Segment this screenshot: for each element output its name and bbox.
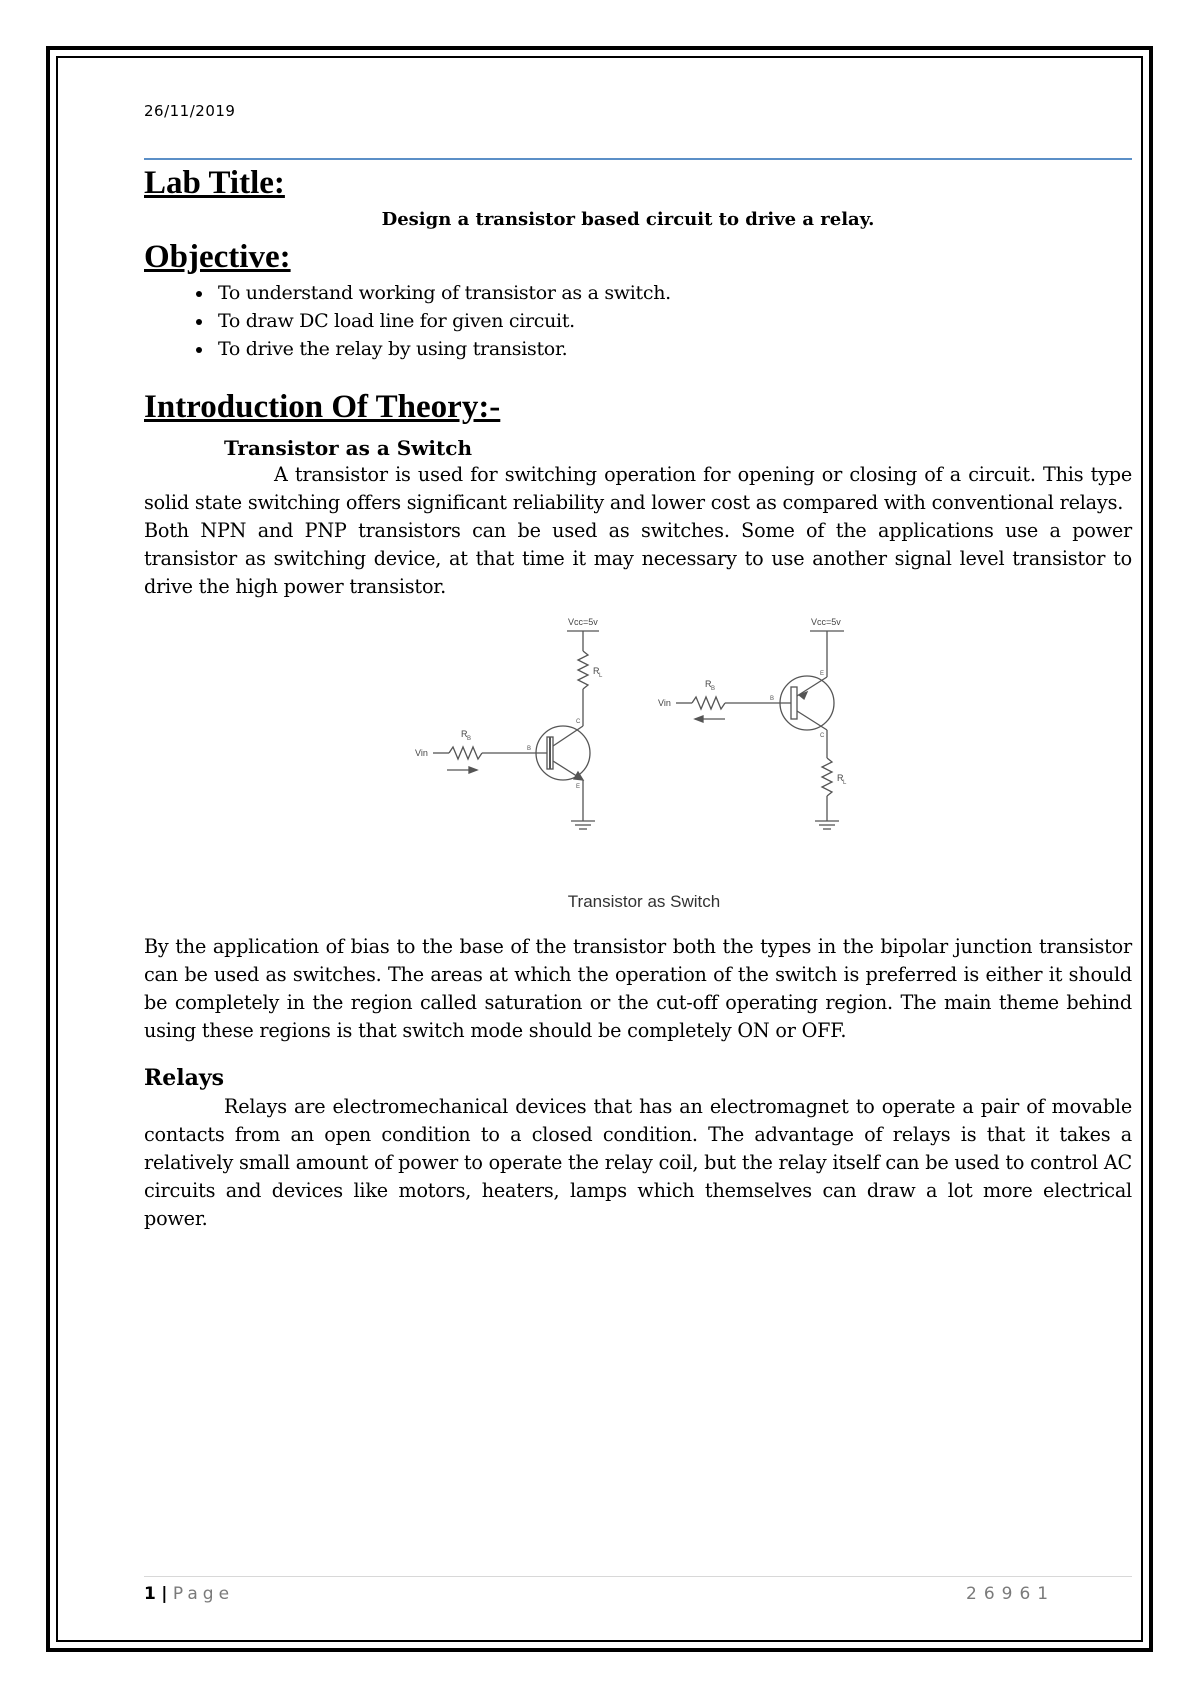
lab-title-subtitle: Design a transistor based circuit to drive a relay. (381, 209, 875, 230)
footer-code: 26961 (966, 1584, 1056, 1604)
rb-sub-pnp: B (711, 686, 716, 692)
rl-sub-npn: L (599, 673, 603, 679)
collector-label-npn: C (576, 719, 581, 725)
document-body (144, 163, 1132, 1233)
vcc-label-pnp: Vcc=5v (811, 617, 841, 627)
transistor-switch-subheading: Transistor as a Switch (224, 436, 472, 460)
list-item: • To drive the relay by using transistor. (214, 335, 1132, 363)
footer-rule (144, 1576, 1132, 1577)
rl-label-pnp: R (837, 773, 844, 783)
rb-label-npn: R (461, 729, 468, 739)
vcc-label-npn: Vcc=5v (568, 617, 598, 627)
emitter-label-npn: E (576, 784, 581, 790)
relays-heading: Relays (144, 1065, 225, 1091)
page-word: Page (172, 1584, 235, 1604)
rb-sub-npn: B (467, 736, 472, 742)
circuit-diagram (144, 613, 1132, 933)
page-separator: | (161, 1584, 168, 1604)
base-label-npn: B (527, 746, 532, 752)
header-rule (144, 158, 1132, 160)
vin-label-npn: Vin (415, 748, 428, 758)
emitter-label-pnp: E (820, 671, 825, 677)
rb-label-pnp: R (705, 679, 712, 689)
footer-page-label (144, 1584, 234, 1604)
transistor-switch-figure (144, 613, 1132, 933)
lab-title-heading: Lab Title: (144, 165, 285, 201)
objective-heading: Objective: (144, 239, 291, 275)
objective-list (144, 279, 1132, 363)
relays-paragraph: Relays are electromechanical devices that has an electromagnet to operate a pair of movable contacts from an open condition to a closed condition. The advantage of relays is that it takes a relatively small amount of power to operate the relay coil, but the relay itself can be used to control AC circuits and devices like motors, heaters, lamps which themselves can draw a lot more electrical power. (144, 1095, 1132, 1230)
base-label-pnp: B (770, 696, 775, 702)
list-item: • To understand working of transistor as a switch. (214, 279, 1132, 307)
intro-paragraph-1: A transistor is used for switching operation for opening or closing of a circuit. This type solid state switching offers significant reliability and lower cost as compared with conventional relays. (144, 463, 1132, 514)
page-number: 1 (144, 1584, 156, 1604)
header-date: 26/11/2019 (144, 102, 236, 120)
collector-label-pnp: C (820, 733, 825, 739)
vin-label-pnp: Vin (658, 698, 671, 708)
figure-caption: Transistor as Switch (567, 892, 721, 911)
intro-paragraph-2: Both NPN and PNP transistors can be used as switches. Some of the applications use a power transistor as switching device, at that time it may necessary to use another signal level transistor to drive the high power transistor. (144, 519, 1132, 598)
rl-label-npn: R (593, 666, 600, 676)
introduction-heading: Introduction Of Theory:- (144, 389, 501, 425)
rl-sub-pnp: L (843, 780, 847, 786)
list-item: • To draw DC load line for given circuit. (214, 307, 1132, 335)
intro-paragraph-3: By the application of bias to the base of the transistor both the types in the bipolar junction transistor can be used as switches. The areas at which the operation of the switch is preferred is either it should be completely in the region called saturation or the cut-off operating region. The main theme behind using these regions is that switch mode should be completely ON or OFF. (144, 935, 1132, 1042)
